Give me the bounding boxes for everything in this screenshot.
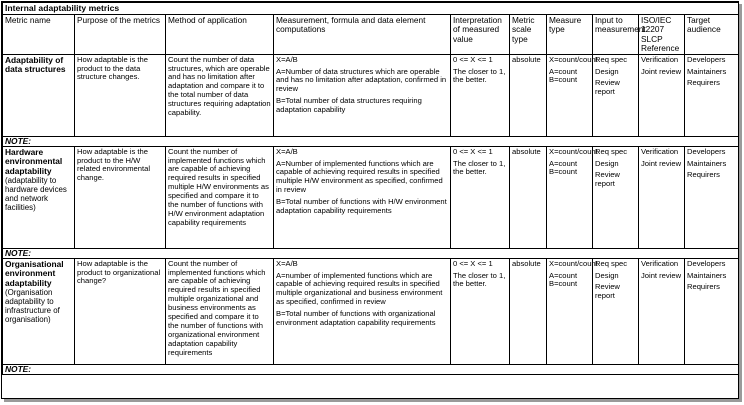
input-cell [593, 146, 639, 248]
header-cell: Interpretation of measured value [451, 15, 510, 55]
header-row [3, 15, 739, 55]
table-row [3, 258, 739, 364]
input-item: Req spec [595, 146, 628, 156]
header-cell: Measure type [547, 15, 593, 55]
b-definition: B=Total number of data structures requiring adaptation capability [276, 96, 422, 115]
reference-item: Verification [641, 146, 679, 156]
measure-cell [547, 54, 598, 136]
header-cell: Metric scale type [510, 15, 547, 55]
measure-cell [547, 146, 598, 248]
a-definition: A=number of implemented functions which are capable of achieving required results in specified multiple organizational and business environment as specified, confirmed in review [276, 270, 443, 307]
interpretation-cell [451, 54, 510, 136]
audience-cell [685, 146, 739, 248]
formula-cell [274, 54, 451, 136]
table-title: Internal adaptability metrics [3, 3, 739, 15]
formula-cell [274, 146, 451, 248]
reference-item: Verification [641, 258, 679, 268]
measure-b: B=count [549, 279, 578, 289]
audience-cell [685, 258, 739, 364]
purpose-cell: How adaptable is the product to the data structure changes. [75, 54, 166, 136]
note-label: NOTE: [3, 248, 739, 258]
header-cell: Method of application [166, 15, 274, 55]
audience-item: Developers [687, 146, 726, 156]
audience-item: Maintainers [687, 66, 727, 76]
metric-name-cell [3, 258, 75, 364]
a-definition: A=Number of data structures which are operable and has no limitation after adaptation, confirmed in review [276, 66, 447, 94]
reference-item: Joint review [641, 270, 682, 280]
method-cell: Count the number of implemented functions which are capable of achieving required results in specified multiple H/W environments as specified and compare it to the number of functions with H/W environment adaptation capability requirements [166, 146, 274, 248]
interpretation-text: The closer to 1, the better. [453, 158, 506, 177]
audience-item: Developers [687, 258, 726, 268]
formula: X=A/B [276, 258, 298, 268]
reference-item: Joint review [641, 66, 682, 76]
reference-item: Verification [641, 54, 679, 64]
value-range: 0 <= X <= 1 [453, 54, 493, 64]
interpretation-text: The closer to 1, the better. [453, 66, 506, 85]
metric-subtitle: (adaptability to hardware devices and network facilities) [5, 176, 67, 213]
measure-x: X=count/count [549, 54, 598, 64]
header-cell: ISO/IEC 12207 SLCP Reference [639, 15, 685, 55]
scale-cell: absolute [510, 146, 547, 248]
document-page [1, 1, 739, 399]
b-definition: B=Total number of functions with H/W environment adaptation capability requirements [276, 197, 447, 216]
metric-name: Adaptability of data structures [5, 54, 66, 75]
metric-name: Hardware environmental adaptability [5, 146, 63, 176]
measure-b: B=count [549, 167, 578, 177]
audience-item: Maintainers [687, 158, 727, 168]
measure-x: X=count/count [549, 258, 598, 268]
metric-name-cell [3, 146, 75, 248]
audience-item: Maintainers [687, 270, 727, 280]
b-definition: B=Total number of functions with organizational environment adaptation capability requirements [276, 309, 436, 328]
input-item: Review report [595, 78, 620, 97]
metric-subtitle: (Organisation adaptability to infrastructure of organisation) [5, 288, 60, 325]
measure-b: B=count [549, 75, 578, 85]
audience-cell [685, 54, 739, 136]
table-row [3, 54, 739, 136]
input-item: Design [595, 158, 619, 168]
formula-cell [274, 258, 451, 364]
measure-a: A=count [549, 158, 578, 168]
reference-cell [639, 146, 685, 248]
formula: X=A/B [276, 54, 298, 64]
header-cell: Input to measurement [593, 15, 639, 55]
header-cell: Measurement, formula and data element computations [274, 15, 451, 55]
input-item: Req spec [595, 54, 628, 64]
purpose-cell: How adaptable is the product to organizational change? [75, 258, 166, 364]
method-cell: Count the number of implemented functions which are capable of achieving required results in specified multiple organizational and business environments as specified and compare it to the number of functions with organizational environment adaptation capability requirements [166, 258, 274, 364]
header-cell: Purpose of the metrics [75, 15, 166, 55]
input-item: Req spec [595, 258, 628, 268]
value-range: 0 <= X <= 1 [453, 146, 493, 156]
input-item: Design [595, 66, 619, 76]
scale-cell: absolute [510, 258, 547, 364]
note-row [3, 248, 739, 258]
reference-cell [639, 54, 685, 136]
interpretation-cell [451, 146, 510, 248]
scale-cell: absolute [510, 54, 547, 136]
measure-a: A=count [549, 66, 578, 76]
header-cell: Target audience [685, 15, 739, 55]
note-row [3, 364, 739, 374]
a-definition: A=Number of implemented functions which are capable of achieving required results in specified multiple H/W environment as specified, confirmed in review [276, 158, 443, 195]
audience-item: Requirers [687, 78, 720, 88]
value-range: 0 <= X <= 1 [453, 258, 493, 268]
input-item: Design [595, 270, 619, 280]
reference-item: Joint review [641, 158, 682, 168]
measure-x: X=count/count [549, 146, 598, 156]
measure-cell [547, 258, 598, 364]
note-label: NOTE: [3, 364, 739, 374]
formula: X=A/B [276, 146, 298, 156]
input-cell [593, 54, 639, 136]
input-item: Review report [595, 282, 620, 301]
note-label: NOTE: [3, 136, 739, 146]
audience-item: Requirers [687, 170, 720, 180]
table-row [3, 146, 739, 248]
reference-cell [639, 258, 685, 364]
interpretation-cell [451, 258, 510, 364]
method-cell: Count the number of data structures, which are operable and has no limitation after adaptation and compare it to the total number of data structures requiring adaptation capability. [166, 54, 274, 136]
interpretation-text: The closer to 1, the better. [453, 270, 506, 289]
header-cell: Metric name [3, 15, 75, 55]
metric-name: Organisational environment adaptability [5, 258, 64, 288]
audience-item: Requirers [687, 282, 720, 292]
input-cell [593, 258, 639, 364]
measure-a: A=count [549, 270, 578, 280]
purpose-cell: How adaptable is the product to the H/W related environmental change. [75, 146, 166, 248]
metric-name-cell [3, 54, 75, 136]
input-item: Review report [595, 170, 620, 189]
metrics-table [2, 2, 739, 375]
audience-item: Developers [687, 54, 726, 64]
note-row [3, 136, 739, 146]
